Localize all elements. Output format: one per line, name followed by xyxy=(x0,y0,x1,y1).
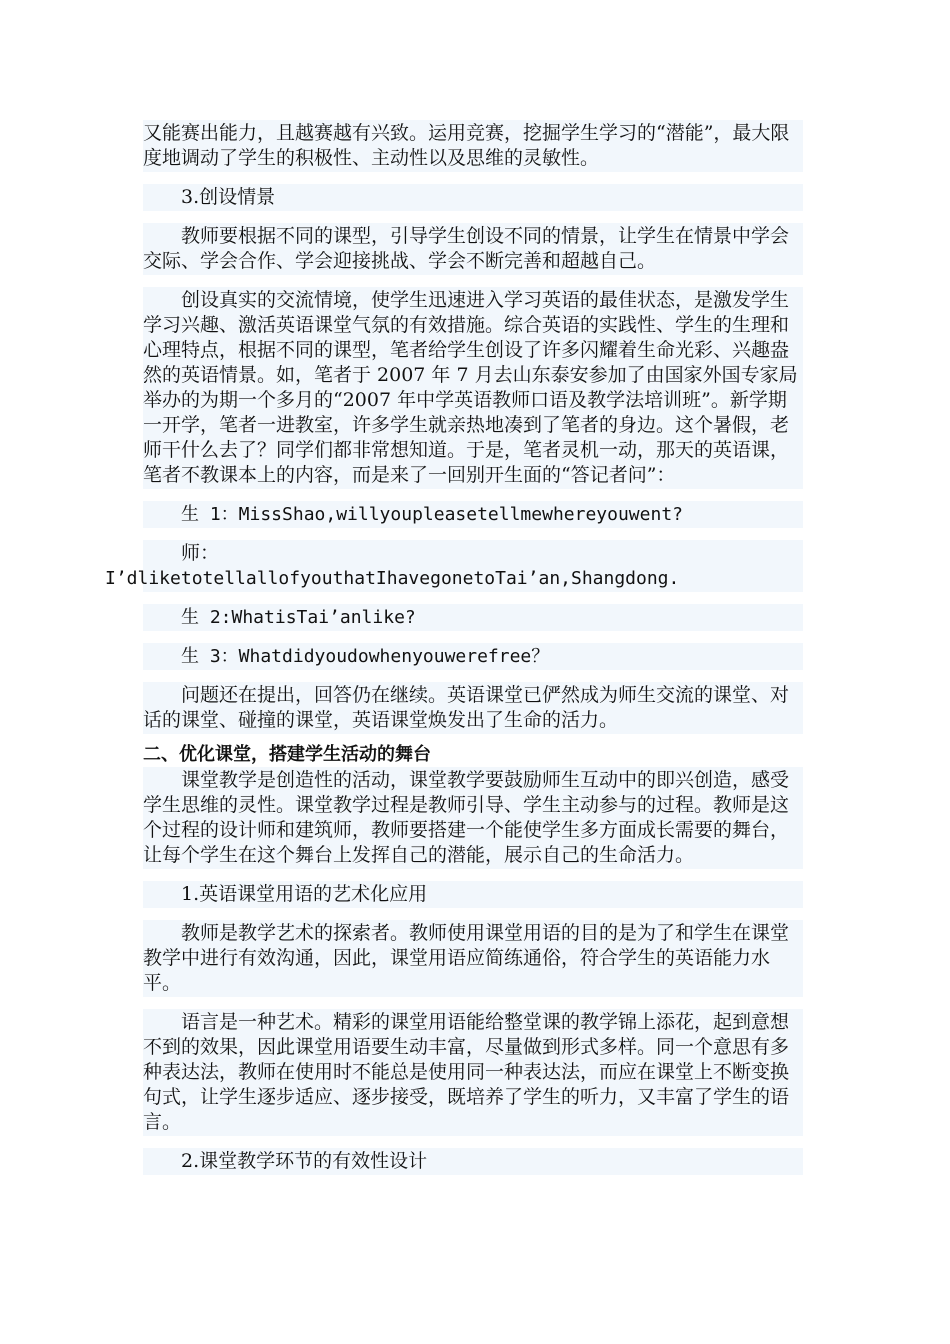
paragraph: 教师是教学艺术的探索者。教师使用课堂用语的目的是为了和学生在课堂教学中进行有效沟通，因此，课堂用语应简练通俗，符合学生的英语能力水平。 xyxy=(143,920,803,997)
paragraph: 教师要根据不同的课型，引导学生创设不同的情景，让学生在情景中学会交际、学会合作、学会迎接挑战、学会不断完善和超越自己。 xyxy=(143,223,803,275)
dialogue-line: 生 3：Whatdidyoudowhenyouwerefree？ xyxy=(143,643,803,670)
dialogue-block xyxy=(105,540,803,592)
paragraph: 问题还在提出，回答仍在继续。英语课堂已俨然成为师生交流的课堂、对话的课堂、碰撞的课堂，英语课堂焕发出了生命的活力。 xyxy=(143,682,803,734)
section-heading: 二、优化课堂，搭建学生活动的舞台 xyxy=(143,742,803,767)
dialogue-speaker: 师： xyxy=(181,542,220,564)
subheading: 1.英语课堂用语的艺术化应用 xyxy=(143,881,803,908)
section xyxy=(143,742,803,869)
paragraph: 创设真实的交流情境，使学生迅速进入学习英语的最佳状态，是激发学生学习兴趣、激活英语课堂气氛的有效措施。综合英语的实践性、学生的生理和心理特点，根据不同的课型，笔者给学生创设了许多闪耀着生命光彩、兴趣盎然的英语情景。如，笔者于 2007 年 7 月去山东泰安参加了由国家外国专家局举办的为期一个多月的“2007 年中学英语教师口语及教学法培训班”。新学期一开学，笔者一进教室，许多学生就亲热地凑到了笔者的身边。这个暑假，老师干什么去了？同学们都非常想知道。于是，笔者灵机一动，那天的英语课，笔者不教课本上的内容，而是来了一回别开生面的“答记者问”： xyxy=(143,287,803,489)
paragraph: 课堂教学是创造性的活动，课堂教学要鼓励师生互动中的即兴创造，感受学生思维的灵性。课堂教学过程是教师引导、学生主动参与的过程。教师是这个过程的设计师和建筑师，教师要搭建一个能使学生多方面成长需要的舞台，让每个学生在这个舞台上发挥自己的潜能，展示自己的生命活力。 xyxy=(143,767,803,869)
subheading: 3.创设情景 xyxy=(143,184,803,211)
document-body xyxy=(105,120,803,1187)
paragraph: 又能赛出能力，且越赛越有兴致。运用竞赛，挖掘学生学习的“潜能”，最大限度地调动了学生的积极性、主动性以及思维的灵敏性。 xyxy=(143,120,803,172)
dialogue-line: 生 1：MissShao,willyoupleasetellmewhereyouwent? xyxy=(143,501,803,528)
subheading: 2.课堂教学环节的有效性设计 xyxy=(143,1148,803,1175)
paragraph: 语言是一种艺术。精彩的课堂用语能给整堂课的教学锦上添花，起到意想不到的效果，因此课堂用语要生动丰富，尽量做到形式多样。同一个意思有多种表达法，教师在使用时不能总是使用同一种表达法，而应在课堂上不断变换句式，让学生逐步适应、逐步接受，既培养了学生的听力，又丰富了学生的语言。 xyxy=(143,1009,803,1136)
dialogue-line: 生 2:WhatisTai’anlike? xyxy=(143,604,803,631)
dialogue-line: I’dliketotellallofyouthatIhavegonetoTai’an,Shangdong. xyxy=(105,568,680,589)
